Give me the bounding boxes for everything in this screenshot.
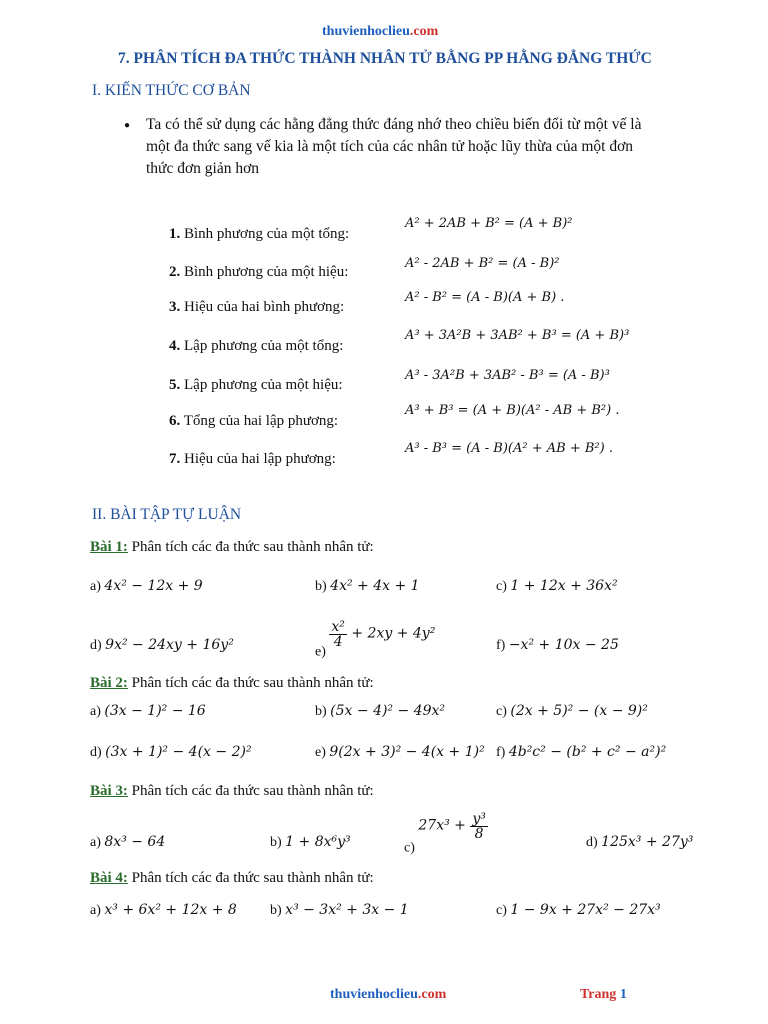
exercise-2b: b) (5x − 4)² − 49x² <box>315 703 446 719</box>
exercise-1-title: Bài 1: Phân tích các đa thức sau thành nhân tử: <box>90 539 374 555</box>
header-site-link[interactable] <box>322 24 438 40</box>
exercise-4a: a) x³ + 6x² + 12x + 8 <box>90 902 237 918</box>
exercise-1b: b) 4x² + 4x + 1 <box>315 578 420 594</box>
bullet-line: thức đơn giản hơn <box>146 160 260 177</box>
section2-heading: II. BÀI TẬP TỰ LUẬN <box>92 506 242 523</box>
exercise-2d: d) (3x + 1)² − 4(x − 2)² <box>90 744 252 760</box>
page-number: Trang 1 <box>580 987 627 1002</box>
exercise-2e: e) 9(2x + 3)² − 4(x + 1)² <box>315 744 485 760</box>
exercise-4b: b) x³ − 3x² + 3x − 1 <box>270 902 409 918</box>
exercise-1c: c) 1 + 12x + 36x² <box>496 578 618 594</box>
bullet-line: một đa thức sang vế kia là một tích của các nhân tử hoặc lũy thừa của một đơn <box>146 138 634 155</box>
exercise-4c: c) 1 − 9x + 27x² − 27x³ <box>496 902 661 918</box>
section1-heading: I. KIẾN THỨC CƠ BẢN <box>92 82 251 99</box>
exercise-1e: e) $\frac{\text{x²}}{4}$ + 2xy + 4y² <box>315 619 436 660</box>
identity-formula-4: A³ + 3A²B + 3AB² + B³ = (A + B)³ <box>405 328 630 343</box>
exercise-2f: f) 4b²c² − (b² + c² − a²)² <box>496 744 667 760</box>
exercise-3a: a) 8x³ − 64 <box>90 834 166 850</box>
identity-label-4: 4. Lập phương của một tổng: <box>169 338 344 354</box>
identity-formula-5: A³ - 3A²B + 3AB² - B³ = (A - B)³ <box>405 368 610 383</box>
identity-formula-3: A² - B² = (A - B)(A + B) . <box>405 290 565 305</box>
bullet-text <box>146 114 641 180</box>
identity-label-7: 7. Hiệu của hai lập phương: <box>169 451 336 467</box>
exercise-3b: b) 1 + 8x⁶y³ <box>270 834 351 850</box>
bullet-line: Ta có thể sử dụng các hằng đẳng thức đáng nhớ theo chiều biến đổi từ một vế là <box>146 116 642 133</box>
exercise-3c: c) 27x³ + $\frac{\text{y³}}{8}$ <box>404 811 486 856</box>
identity-label-2: 2. Bình phương của một hiệu: <box>169 264 349 280</box>
identity-label-1: 1. Bình phương của một tổng: <box>169 226 350 242</box>
exercise-4-title: Bài 4: Phân tích các đa thức sau thành nhân tử: <box>90 870 374 886</box>
identity-label-5: 5. Lập phương của một hiệu: <box>169 377 343 393</box>
exercise-1a: a) 4x² − 12x + 9 <box>90 578 203 594</box>
footer-site-link[interactable] <box>330 987 446 1003</box>
exercise-2-title: Bài 2: Phân tích các đa thức sau thành nhân tử: <box>90 675 374 691</box>
identity-label-6: 6. Tổng của hai lập phương: <box>169 413 339 429</box>
exercise-1f: f) −x² + 10x − 25 <box>496 637 619 653</box>
identity-label-3: 3. Hiệu của hai bình phương: <box>169 299 345 315</box>
site-domain: .com <box>409 24 439 39</box>
exercise-2a: a) (3x − 1)² − 16 <box>90 703 206 719</box>
identity-formula-2: A² - 2AB + B² = (A - B)² <box>405 256 560 271</box>
footer-site-domain: .com <box>417 987 447 1002</box>
identity-formula-1: A² + 2AB + B² = (A + B)² <box>405 216 573 231</box>
exercise-3-title: Bài 3: Phân tích các đa thức sau thành nhân tử: <box>90 783 374 799</box>
identity-formula-6: A³ + B³ = (A + B)(A² - AB + B²) . <box>405 403 620 418</box>
page-title: 7. PHÂN TÍCH ĐA THỨC THÀNH NHÂN TỬ BẰNG PP HẰNG ĐẲNG THỨC <box>118 50 652 67</box>
footer-site-name: thuvienhoclieu <box>330 987 418 1002</box>
bullet-dot: ● <box>124 120 131 131</box>
exercise-3d: d) 125x³ + 27y³ <box>586 834 694 850</box>
site-name: thuvienhoclieu <box>322 24 410 39</box>
identity-formula-7: A³ - B³ = (A - B)(A² + AB + B²) . <box>405 441 613 456</box>
exercise-2c: c) (2x + 5)² − (x − 9)² <box>496 703 648 719</box>
exercise-1d: d) 9x² − 24xy + 16y² <box>90 637 234 653</box>
